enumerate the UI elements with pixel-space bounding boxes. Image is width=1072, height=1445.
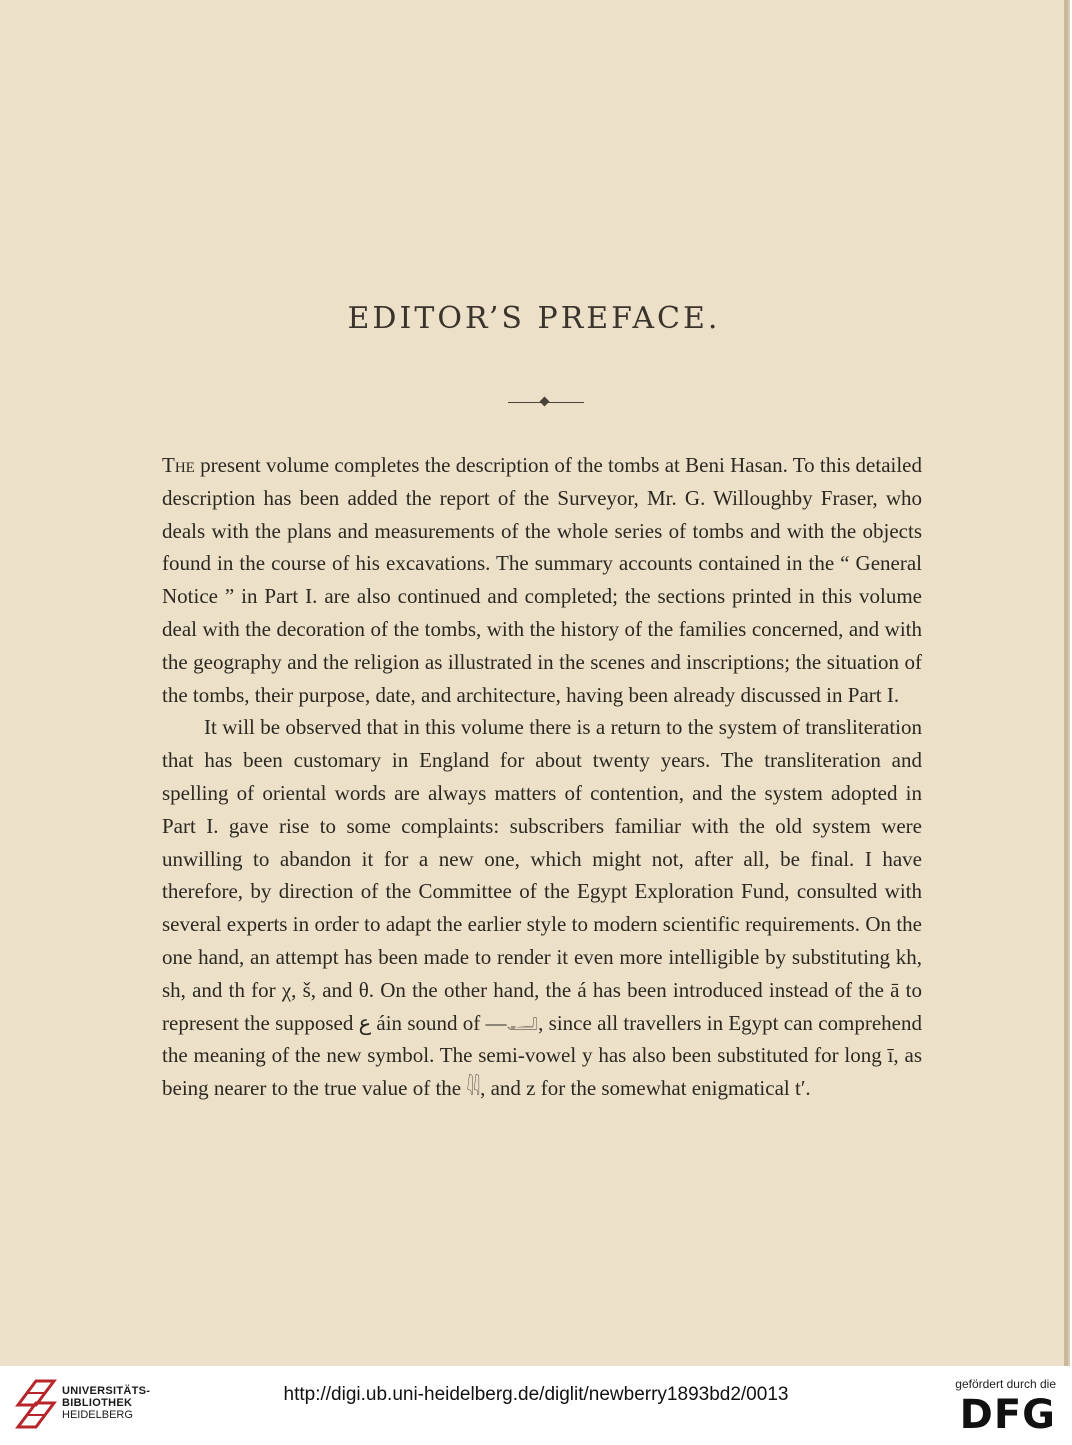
- university-line-1: UNIVERSITÄTS-: [62, 1385, 151, 1397]
- page-edge-shadow: [1064, 0, 1068, 1366]
- preface-body: [162, 449, 922, 1105]
- permalink-url[interactable]: http://digi.ub.uni-heidelberg.de/diglit/newberry1893bd2/0013: [283, 1384, 789, 1405]
- paragraph-2: It will be observed that in this volume there is a return to the system of transliteration that has been customary in England for about twenty years. The transliteration and spelling of oriental words are always matters of contention, and the system adopted in Part I. gave rise to some complaints: subscribers familiar with the old system were unwilling to abandon it for a new one, which might not, after all, be final. I have therefore, by direction of the Committee of the Egypt Exploration Fund, consulted with several experts in order to adapt the earlier style to modern scientific requirements. On the one hand, an attempt has been made to render it even more intelligible by substituting kh, sh, and th for χ, š, and θ. On the other hand, the á has been introduced instead of the ā to represent the supposed ع áin sound of —𓂝, since all travellers in Egypt can comprehend the meaning of the new symbol. The semi-vowel y has also been substituted for long ī, as being nearer to the true value of the 𓇌, and z for the somewhat enigmatical t′.: [162, 715, 922, 1101]
- university-line-2: BIBLIOTHEK: [62, 1397, 133, 1409]
- university-line-3: HEIDELBERG: [62, 1409, 133, 1421]
- title-ornament-diamond: [540, 397, 550, 407]
- funding-label: gefördert durch die: [955, 1377, 1056, 1391]
- paragraph-1-lead-word: The: [162, 453, 195, 477]
- paragraph-1: [162, 449, 922, 711]
- page-title: EDITOR’S PREFACE.: [347, 301, 721, 336]
- paragraph-1-text: present volume completes the description of the tombs at Beni Hasan. To this detailed description has been added the report of the Surveyor, Mr. G. Willoughby Fraser, who deals with the plans and measurements of the whole series of tombs and with the objects found in the course of his excavations. The summary accounts contained in the “ General Notice ” in Part I. are also continued and completed; the sections printed in this volume deal with the decoration of the tombs, with the history of the families concerned, and with the geography and the religion as illustrated in the scenes and inscriptions; the situation of the tombs, their purpose, date, and architecture, having been already discussed in Part I.: [162, 453, 922, 707]
- dfg-logo: DFG: [959, 1392, 1056, 1438]
